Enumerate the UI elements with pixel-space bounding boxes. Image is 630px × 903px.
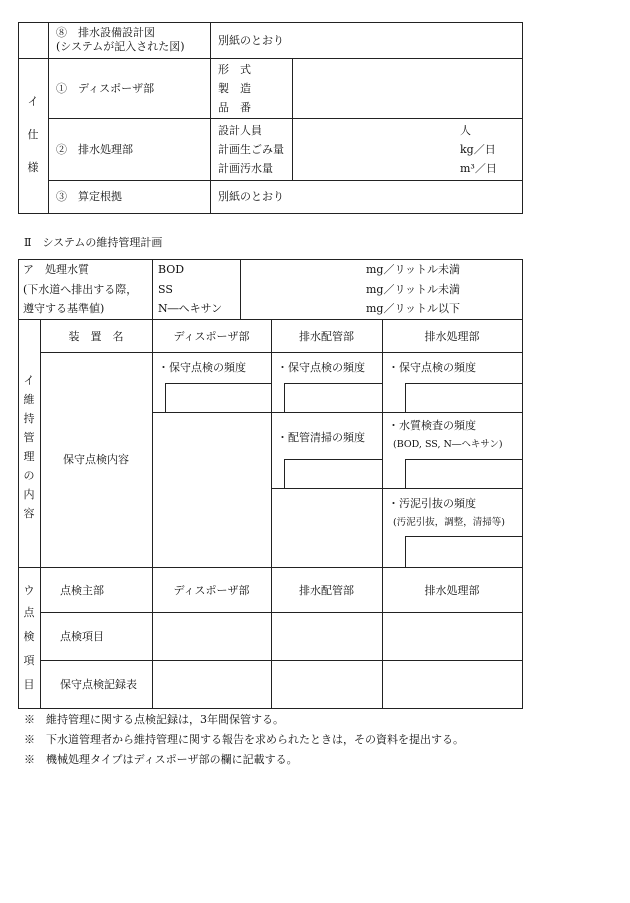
section-title: Ⅱ システムの維持管理計画 (24, 236, 163, 249)
quality-item-ss: SS (158, 283, 173, 296)
row1-field-maker: 製 造 (218, 82, 251, 95)
col1-inspection-frequency: ・保守点検の頻度 (158, 361, 246, 374)
header-drain-treatment: 排水処理部 (424, 330, 480, 343)
maint-side-char: イ (23, 374, 35, 387)
col3-water-quality-frequency: ・水質検査の頻度 (388, 419, 476, 432)
row1-label: ① ディスポーザ部 (56, 82, 155, 95)
inspect-row-main: 点検主部 (60, 584, 104, 597)
inspect-side-char: 目 (23, 678, 35, 691)
quality-label-2: (下水道へ排出する際， (23, 283, 138, 296)
inspect-col-drain-treatment: 排水処理部 (424, 584, 480, 597)
quality-value-ss: mg／リットル未満 (366, 283, 461, 296)
row2-unit-sewage: m³／日 (460, 162, 497, 175)
inspect-side-char: 点 (23, 606, 35, 619)
inspect-col-drain-pipe: 排水配管部 (299, 584, 354, 597)
inspect-side-char: ウ (23, 584, 35, 597)
col2-inspection-frequency: ・保守点検の頻度 (277, 361, 365, 374)
inspect-row-items: 点検項目 (60, 630, 104, 643)
maint-side-char: 理 (23, 450, 35, 463)
row2-field-persons: 設計人員 (218, 124, 262, 137)
col2-pipe-cleaning-frequency: ・配管清掃の頻度 (277, 431, 365, 444)
header-drain-pipe: 排水配管部 (299, 330, 354, 343)
quality-value-bod: mg／リットル未満 (366, 263, 461, 276)
quality-item-nhexane: N―ヘキサン (158, 302, 223, 315)
maint-side-char: 維 (23, 393, 35, 406)
quality-value-nhexane: mg／リットル以下 (366, 302, 461, 315)
row3-label: ③ 算定根拠 (56, 190, 122, 203)
note-1: ※ 維持管理に関する点検記録は，3年間保管する。 (24, 713, 284, 726)
col3-sludge-note: (汚泥引抜，調整，清掃等) (393, 517, 505, 528)
row2-field-garbage: 計画生ごみ量 (218, 143, 284, 156)
spec-header-char: イ (27, 95, 39, 108)
row2-label: ② 排水処理部 (56, 143, 133, 156)
row8-label-line2: (システムが記入された図) (56, 40, 185, 53)
row2-unit-persons: 人 (460, 124, 471, 137)
row3-value: 別紙のとおり (218, 190, 284, 203)
quality-label-3: 遵守する基準値) (23, 302, 105, 315)
inspect-side-char: 項 (23, 654, 35, 667)
row8-value: 別紙のとおり (218, 34, 284, 47)
inspect-side-char: 検 (23, 630, 35, 643)
maint-side-char: 容 (23, 507, 35, 520)
col3-inspection-frequency: ・保守点検の頻度 (388, 361, 476, 374)
note-3: ※ 機械処理タイプはディスポーザ部の欄に記載する。 (24, 753, 298, 766)
row2-field-sewage: 計画汚水量 (218, 162, 273, 175)
maint-side-char: 持 (23, 412, 35, 425)
inspect-row-record: 保守点検記録表 (60, 678, 137, 691)
header-device-name: 装 置 名 (68, 330, 124, 343)
maint-side-char: 内 (23, 488, 35, 501)
row8-label-line1: ⑧ 排水設備設計図 (56, 26, 155, 39)
inspect-col-disposer: ディスポーザ部 (173, 584, 250, 597)
header-disposer: ディスポーザ部 (173, 330, 250, 343)
row2-unit-garbage: kg／日 (460, 143, 496, 156)
maint-side-char: 管 (23, 431, 35, 444)
row1-field-model: 品 番 (218, 101, 251, 114)
col3-water-quality-note: (BOD, SS, N―ヘキサン) (393, 439, 503, 450)
maint-side-char: の (23, 469, 35, 482)
col3-sludge-frequency: ・汚泥引抜の頻度 (388, 497, 476, 510)
row1-field-type: 形 式 (218, 63, 251, 76)
quality-item-bod: BOD (158, 263, 185, 276)
note-2: ※ 下水道管理者から維持管理に関する報告を求められたときは，その資料を提出する。 (24, 733, 464, 746)
spec-header-char: 仕 (27, 128, 39, 141)
maint-row-label: 保守点検内容 (63, 453, 129, 466)
spec-header-char: 様 (27, 161, 39, 174)
quality-label-1: ア 処理水質 (23, 263, 89, 276)
